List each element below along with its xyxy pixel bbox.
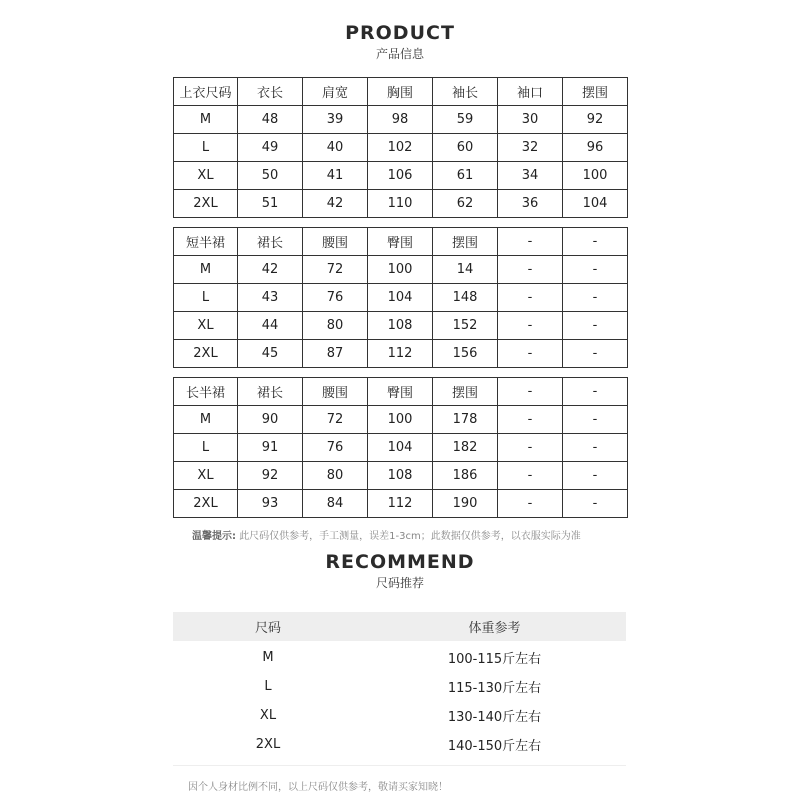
table-cell: 112 bbox=[368, 490, 433, 518]
table-cell: 96 bbox=[563, 134, 628, 162]
table-cell: 60 bbox=[433, 134, 498, 162]
recommend-row bbox=[173, 730, 626, 759]
table-cell: 50 bbox=[238, 162, 303, 190]
table-cell: 93 bbox=[238, 490, 303, 518]
table-cell: 42 bbox=[238, 256, 303, 284]
table-cell: 42 bbox=[303, 190, 368, 218]
table-row bbox=[174, 284, 628, 312]
table-header-row bbox=[174, 228, 628, 256]
table-header-cell: - bbox=[563, 378, 628, 406]
recommend-weight: 115-130斤左右 bbox=[447, 681, 542, 696]
table-header-cell: 裙长 bbox=[238, 228, 303, 256]
table-cell: 48 bbox=[238, 106, 303, 134]
table-header-cell: 摆围 bbox=[563, 78, 628, 106]
table-cell: 102 bbox=[368, 134, 433, 162]
table-cell: - bbox=[498, 284, 563, 312]
table-header-cell: 臀围 bbox=[368, 378, 433, 406]
table-cell: 14 bbox=[433, 256, 498, 284]
table-header-row bbox=[174, 78, 628, 106]
table-cell: 45 bbox=[238, 340, 303, 368]
recommend-table bbox=[173, 612, 626, 766]
table-cell: 43 bbox=[238, 284, 303, 312]
table-cell: 40 bbox=[303, 134, 368, 162]
table-cell: 49 bbox=[238, 134, 303, 162]
table-row bbox=[174, 490, 628, 518]
table-header-cell: 袖口 bbox=[498, 78, 563, 106]
table-cell: 112 bbox=[368, 340, 433, 368]
table-cell: 2XL bbox=[174, 340, 238, 368]
table-cell: - bbox=[563, 256, 628, 284]
short-skirt-size-table bbox=[173, 227, 628, 368]
table-cell: XL bbox=[174, 162, 238, 190]
table-cell: 152 bbox=[433, 312, 498, 340]
table-cell: M bbox=[174, 106, 238, 134]
table-cell: M bbox=[174, 256, 238, 284]
recommend-size: 2XL bbox=[255, 737, 281, 752]
table-cell: 92 bbox=[563, 106, 628, 134]
table-header-cell: 袖长 bbox=[433, 78, 498, 106]
recommend-weight: 140-150斤左右 bbox=[447, 739, 542, 754]
table-cell: 62 bbox=[433, 190, 498, 218]
table-cell: 110 bbox=[368, 190, 433, 218]
top-size-table bbox=[173, 77, 628, 218]
table-cell: 32 bbox=[498, 134, 563, 162]
table-cell: 61 bbox=[433, 162, 498, 190]
table-row bbox=[174, 162, 628, 190]
table-cell: - bbox=[563, 312, 628, 340]
table-cell: 72 bbox=[303, 256, 368, 284]
table-header-cell: 胸围 bbox=[368, 78, 433, 106]
table-cell: - bbox=[498, 406, 563, 434]
table-cell: 76 bbox=[303, 434, 368, 462]
table-cell: - bbox=[563, 434, 628, 462]
table-header-cell: 长半裙 bbox=[174, 378, 238, 406]
table-cell: 87 bbox=[303, 340, 368, 368]
table-cell: 39 bbox=[303, 106, 368, 134]
table-cell: XL bbox=[174, 462, 238, 490]
table-cell: 156 bbox=[433, 340, 498, 368]
table-header-cell: 摆围 bbox=[433, 228, 498, 256]
table-cell: - bbox=[498, 340, 563, 368]
table-cell: 92 bbox=[238, 462, 303, 490]
table-cell: 84 bbox=[303, 490, 368, 518]
table-header-cell: 短半裙 bbox=[174, 228, 238, 256]
recommend-title: RECOMMEND bbox=[325, 551, 475, 573]
table-cell: 51 bbox=[238, 190, 303, 218]
table-cell: M bbox=[174, 406, 238, 434]
table-header-cell: 裙长 bbox=[238, 378, 303, 406]
table-cell: 59 bbox=[433, 106, 498, 134]
table-header-cell: 衣长 bbox=[238, 78, 303, 106]
table-cell: 76 bbox=[303, 284, 368, 312]
table-cell: 90 bbox=[238, 406, 303, 434]
recommend-header-weight: 体重参考 bbox=[468, 621, 521, 636]
table-cell: - bbox=[498, 490, 563, 518]
table-row bbox=[174, 190, 628, 218]
table-header-cell: 腰围 bbox=[303, 378, 368, 406]
table-cell: 91 bbox=[238, 434, 303, 462]
table-cell: - bbox=[563, 284, 628, 312]
recommend-header-row bbox=[173, 612, 626, 641]
table-cell: 100 bbox=[563, 162, 628, 190]
table-cell: - bbox=[498, 462, 563, 490]
table-row bbox=[174, 134, 628, 162]
table-row bbox=[174, 434, 628, 462]
recommend-weight: 130-140斤左右 bbox=[447, 710, 542, 725]
table-cell: 100 bbox=[368, 406, 433, 434]
table-cell: - bbox=[498, 312, 563, 340]
table-cell: 72 bbox=[303, 406, 368, 434]
table-header-cell: - bbox=[498, 378, 563, 406]
size-note-lead: 温馨提示: bbox=[192, 531, 236, 542]
table-row bbox=[174, 406, 628, 434]
table-cell: 178 bbox=[433, 406, 498, 434]
table-cell: L bbox=[174, 134, 238, 162]
recommend-rows bbox=[173, 641, 626, 766]
recommend-subtitle: 尺码推荐 bbox=[375, 576, 424, 590]
table-header-cell: 腰围 bbox=[303, 228, 368, 256]
table-cell: 190 bbox=[433, 490, 498, 518]
table-cell: 30 bbox=[498, 106, 563, 134]
table-header-cell: 上衣尺码 bbox=[174, 78, 238, 106]
table-cell: - bbox=[563, 462, 628, 490]
table-cell: 2XL bbox=[174, 490, 238, 518]
recommend-row bbox=[173, 643, 626, 672]
table-cell: 104 bbox=[368, 434, 433, 462]
table-cell: 104 bbox=[563, 190, 628, 218]
table-cell: 108 bbox=[368, 312, 433, 340]
table-header-row bbox=[174, 378, 628, 406]
table-row bbox=[174, 340, 628, 368]
recommend-size: L bbox=[264, 679, 272, 694]
table-cell: - bbox=[563, 340, 628, 368]
table-cell: - bbox=[498, 256, 563, 284]
table-cell: - bbox=[498, 434, 563, 462]
table-cell: 2XL bbox=[174, 190, 238, 218]
size-note-text: 此尺码仅供参考，手工测量，误差1-3cm；此数据仅供参考，以衣服实际为准 bbox=[239, 531, 581, 542]
table-cell: 34 bbox=[498, 162, 563, 190]
table-cell: L bbox=[174, 434, 238, 462]
table-cell: 106 bbox=[368, 162, 433, 190]
table-cell: - bbox=[563, 490, 628, 518]
product-title: PRODUCT bbox=[345, 22, 455, 44]
table-header-cell: - bbox=[498, 228, 563, 256]
table-header-cell: 肩宽 bbox=[303, 78, 368, 106]
table-header-cell: - bbox=[563, 228, 628, 256]
table-cell: 186 bbox=[433, 462, 498, 490]
table-row bbox=[174, 462, 628, 490]
recommend-weight: 100-115斤左右 bbox=[447, 652, 542, 667]
recommend-header-size: 尺码 bbox=[254, 621, 281, 636]
long-skirt-size-table bbox=[173, 377, 628, 518]
table-cell: XL bbox=[174, 312, 238, 340]
table-cell: 148 bbox=[433, 284, 498, 312]
table-cell: 80 bbox=[303, 462, 368, 490]
table-cell: 104 bbox=[368, 284, 433, 312]
table-cell: 80 bbox=[303, 312, 368, 340]
recommend-row bbox=[173, 672, 626, 701]
table-cell: 182 bbox=[433, 434, 498, 462]
table-cell: L bbox=[174, 284, 238, 312]
table-row bbox=[174, 106, 628, 134]
size-note bbox=[192, 527, 581, 542]
recommend-size: M bbox=[262, 650, 274, 665]
table-cell: - bbox=[563, 406, 628, 434]
table-cell: 44 bbox=[238, 312, 303, 340]
table-header-cell: 臀围 bbox=[368, 228, 433, 256]
table-header-cell: 摆围 bbox=[433, 378, 498, 406]
table-cell: 100 bbox=[368, 256, 433, 284]
recommend-row bbox=[173, 701, 626, 730]
table-cell: 98 bbox=[368, 106, 433, 134]
table-row bbox=[174, 256, 628, 284]
table-cell: 36 bbox=[498, 190, 563, 218]
table-cell: 41 bbox=[303, 162, 368, 190]
footer-note: 因个人身材比例不同，以上尺码仅供参考，敬请买家知晓！ bbox=[188, 782, 448, 793]
recommend-size: XL bbox=[259, 708, 277, 723]
table-row bbox=[174, 312, 628, 340]
product-subtitle: 产品信息 bbox=[375, 47, 424, 61]
table-cell: 108 bbox=[368, 462, 433, 490]
